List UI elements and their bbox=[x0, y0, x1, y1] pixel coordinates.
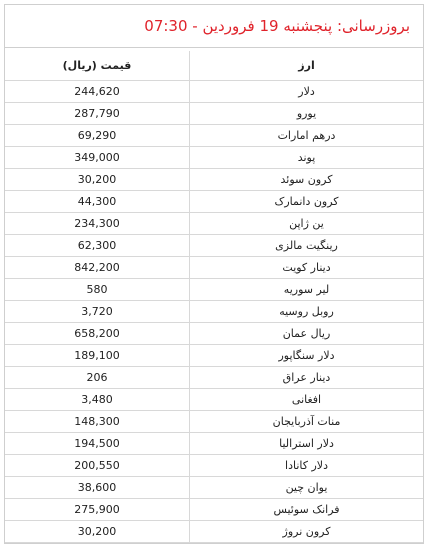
currency-price: 349,000 bbox=[74, 151, 120, 164]
currency-price: 30,200 bbox=[77, 173, 117, 186]
currency-name: یوان چین bbox=[189, 477, 423, 498]
currency-price: 275,900 bbox=[74, 503, 120, 516]
table-row bbox=[5, 455, 423, 477]
currency-rates-panel bbox=[4, 4, 424, 544]
update-title: بروزرسانی: پنجشنبه 19 فروردین - 07:30 bbox=[5, 5, 423, 48]
currency-name: کرون نروژ bbox=[189, 521, 423, 542]
header-price: قیمت (ریال) bbox=[62, 59, 132, 72]
currency-name: ریال عمان bbox=[189, 323, 423, 344]
currency-price: 244,620 bbox=[74, 85, 120, 98]
currency-name: دلار bbox=[189, 81, 423, 102]
currency-name: پوند bbox=[189, 147, 423, 168]
table-row bbox=[5, 103, 423, 125]
currency-price: 62,300 bbox=[77, 239, 117, 252]
currency-price: 194,500 bbox=[74, 437, 120, 450]
currency-name: منات آذربایجان bbox=[189, 411, 423, 432]
currency-name: ین ژاپن bbox=[189, 213, 423, 234]
table-row bbox=[5, 323, 423, 345]
table-row bbox=[5, 257, 423, 279]
currency-price: 44,300 bbox=[77, 195, 117, 208]
table-row bbox=[5, 521, 423, 543]
table-row bbox=[5, 477, 423, 499]
currency-price: 3,480 bbox=[81, 393, 113, 406]
table-row bbox=[5, 411, 423, 433]
currency-name: درهم امارات bbox=[189, 125, 423, 146]
table-row bbox=[5, 169, 423, 191]
currency-name: لیر سوریه bbox=[189, 279, 423, 300]
currency-price: 287,790 bbox=[74, 107, 120, 120]
table-row bbox=[5, 213, 423, 235]
table-row bbox=[5, 191, 423, 213]
table-row bbox=[5, 389, 423, 411]
table-header bbox=[5, 51, 423, 81]
table-row bbox=[5, 499, 423, 521]
currency-table-body bbox=[5, 81, 423, 543]
header-currency: ارز bbox=[189, 51, 423, 80]
table-row bbox=[5, 279, 423, 301]
currency-name: کرون دانمارک bbox=[189, 191, 423, 212]
currency-name: افغانی bbox=[189, 389, 423, 410]
table-row bbox=[5, 81, 423, 103]
currency-price: 842,200 bbox=[74, 261, 120, 274]
table-row bbox=[5, 433, 423, 455]
currency-price: 3,720 bbox=[81, 305, 113, 318]
currency-name: فرانک سوئیس bbox=[189, 499, 423, 520]
table-row bbox=[5, 301, 423, 323]
table-row bbox=[5, 147, 423, 169]
currency-name: دینار کویت bbox=[189, 257, 423, 278]
currency-price: 148,300 bbox=[74, 415, 120, 428]
currency-price: 69,290 bbox=[77, 129, 117, 142]
currency-name: دلار سنگاپور bbox=[189, 345, 423, 366]
currency-price: 200,550 bbox=[74, 459, 120, 472]
table-row bbox=[5, 367, 423, 389]
currency-name: دینار عراق bbox=[189, 367, 423, 388]
table-row bbox=[5, 235, 423, 257]
currency-name: دلار استرالیا bbox=[189, 433, 423, 454]
currency-price: 38,600 bbox=[77, 481, 117, 494]
currency-name: یورو bbox=[189, 103, 423, 124]
currency-price: 580 bbox=[86, 283, 108, 296]
currency-price: 30,200 bbox=[77, 525, 117, 538]
currency-price: 234,300 bbox=[74, 217, 120, 230]
currency-name: رینگیت مالزی bbox=[189, 235, 423, 256]
table-row bbox=[5, 125, 423, 147]
currency-name: دلار کانادا bbox=[189, 455, 423, 476]
currency-price: 658,200 bbox=[74, 327, 120, 340]
currency-name: کرون سوئد bbox=[189, 169, 423, 190]
currency-price: 206 bbox=[86, 371, 108, 384]
table-row bbox=[5, 345, 423, 367]
currency-price: 189,100 bbox=[74, 349, 120, 362]
currency-name: روبل روسیه bbox=[189, 301, 423, 322]
